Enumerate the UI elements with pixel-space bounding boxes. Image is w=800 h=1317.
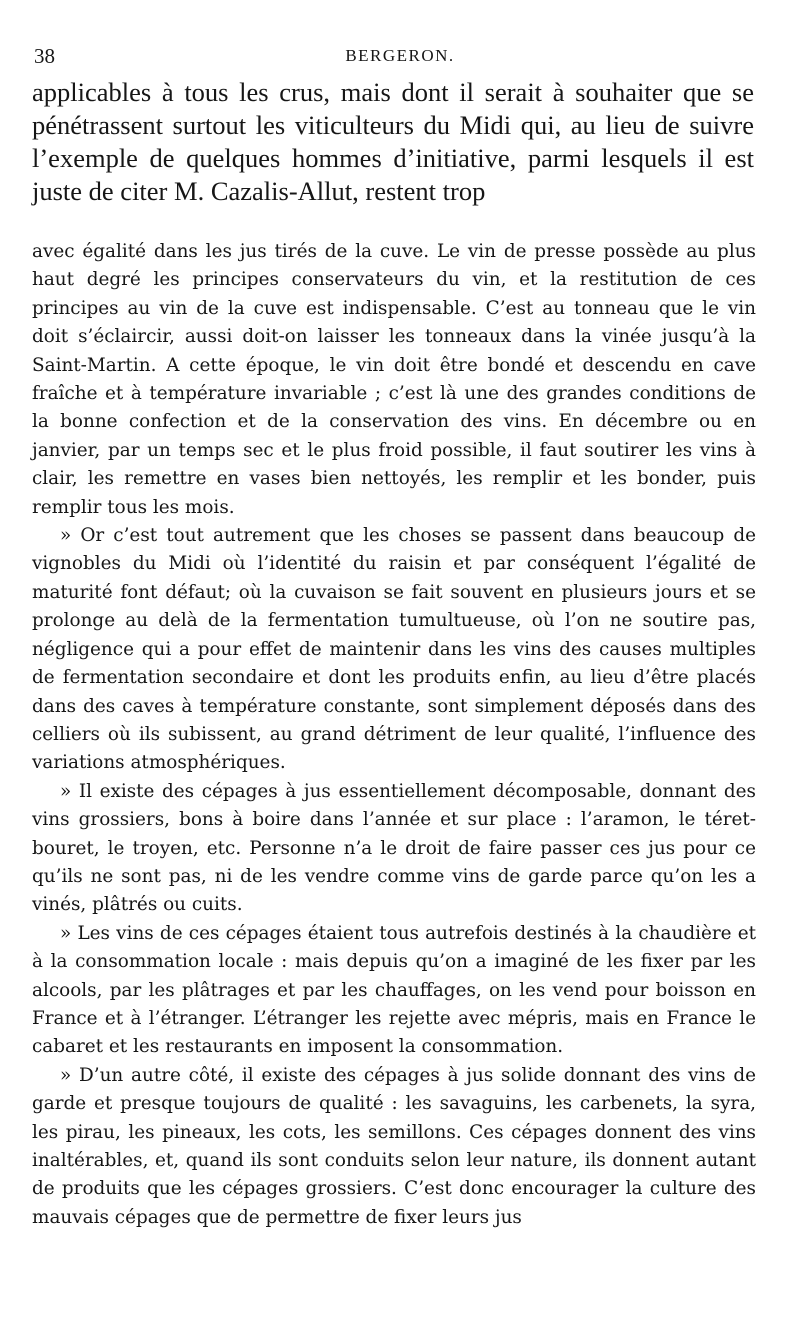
lead-paragraph: applicables à tous les crus, mais dont il serait à souhaiter que se pénétrassent surtout les viticulteurs du Midi qui, au lieu de suivre l’exemple de quelques hommes d’initiative, parmi lesquels il est juste de citer M. Cazalis-Allut, restent trop <box>32 77 754 206</box>
running-head: BERGERON. <box>345 46 455 65</box>
paragraph-5: » D’un autre côté, il existe des cépages à jus solide donnant des vins de garde et presque toujours de qualité : les savaguins, les carbenets, la syra, les pirau, les pineaux, les cots, les semillons. Ces cépages donnent des vins inaltérables, et, quand ils sont conduits selon leur nature, ils donnent autant de produits que les cépages grossiers. C’est donc encourager la culture des mauvais cépages que de permettre de fixer leurs jus <box>32 1064 756 1228</box>
paragraph-3: » Il existe des cépages à jus essentiellement décomposable, donnant des vins grossiers, bons à boire dans l’année et sur place : l’aramon, le téret-bouret, le troyen, etc. Personne n’a le droit de faire passer ces jus pour ce qu’ils ne sont pas, ni de les vendre comme vins de garde parce qu’on les a vinés, plâtrés ou cuits. <box>32 780 756 916</box>
paragraph-2: » Or c’est tout autrement que les choses se passent dans beaucoup de vignobles du Midi où l’identité du raisin et par conséquent l’égalité de maturité font défaut; où la cuvaison se fait souvent en plusieurs jours et se prolonge au delà de la fermentation tumultueuse, où l’on ne soutire pas, négligence qui a pour effet de maintenir dans les vins des causes multiples de fermentation secondaire et dont les produits enfin, au lieu d’être placés dans des caves à température constante, sont simplement déposés dans des celliers où ils subissent, au grand détriment de leur qualité, l’influence des variations atmosphériques. <box>32 525 756 774</box>
paragraph-4: » Les vins de ces cépages étaient tous autrefois destinés à la chaudière et à la consommation locale : mais depuis qu’on a imaginé de les fixer par les alcools, par les plâtrages et par les chauffages, on les vend pour boisson en France et à l’étranger. L’étranger les rejette avec mépris, mais en France le cabaret et les restaurants en imposent la consommation. <box>32 922 756 1058</box>
page-header <box>0 44 800 74</box>
page-number: 38 <box>34 44 55 68</box>
body-text <box>32 238 756 1232</box>
paragraph-1: avec égalité dans les jus tirés de la cuve. Le vin de presse possède au plus haut degré les principes conservateurs du vin, et la restitution de ces principes au vin de la cuve est indispensable. C’est au tonneau que le vin doit s’éclaircir, aussi doit-on laisser les tonneaux dans la vinée jusqu’à la Saint-Martin. A cette époque, le vin doit être bondé et descendu en cave fraîche et à température invariable ; c’est là une des grandes conditions de la bonne confection et de la conservation des vins. En décembre ou en janvier, par un temps sec et le plus froid possible, il faut soutirer les vins à clair, les remettre en vases bien nettoyés, les remplir et les bonder, puis remplir tous les mois. <box>32 241 756 518</box>
